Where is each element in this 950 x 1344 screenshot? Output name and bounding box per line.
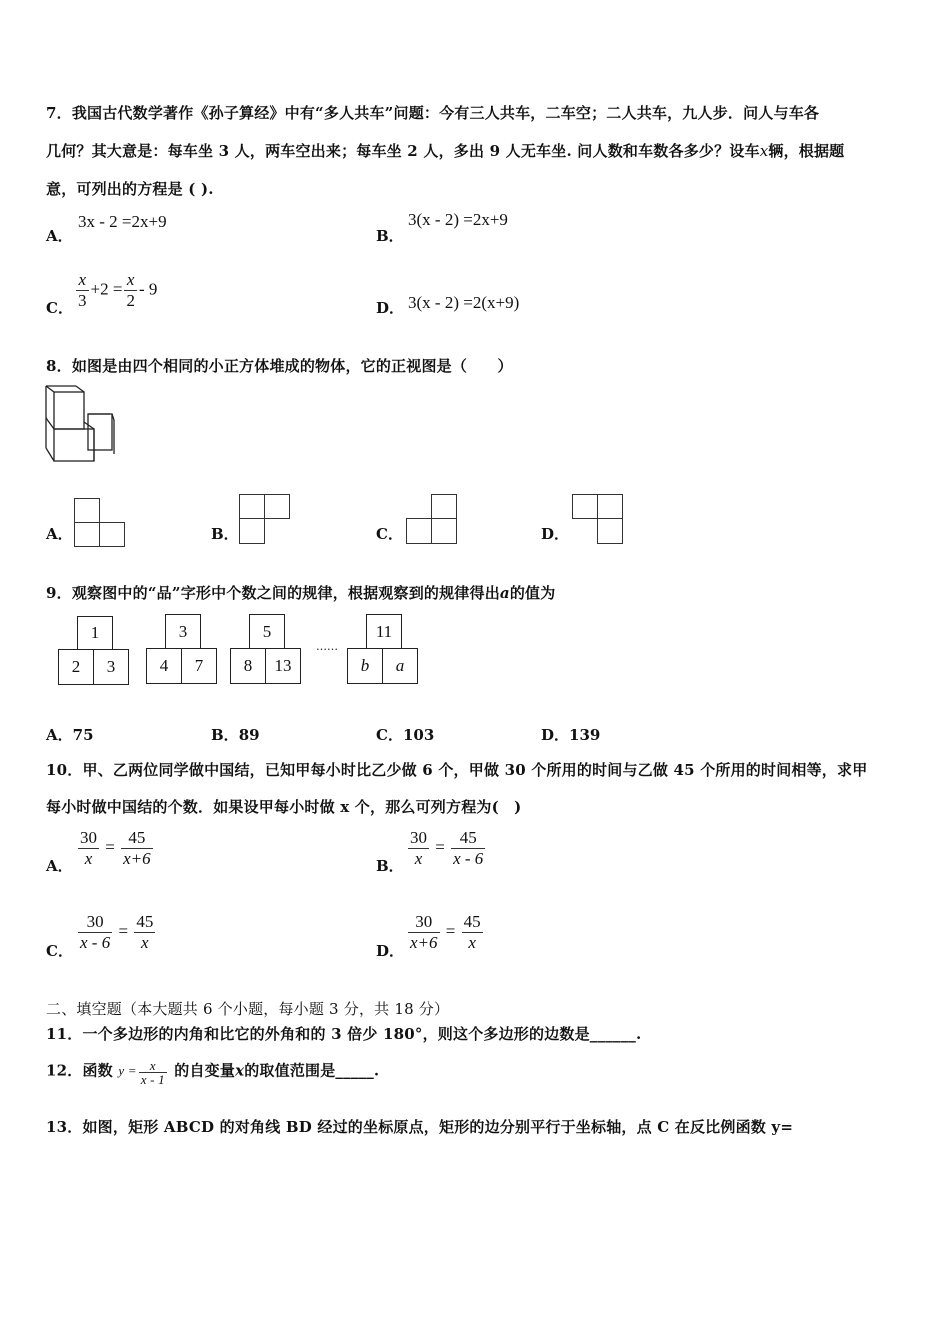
pin-right-box: 7 — [181, 648, 217, 684]
q7-line2 — [46, 140, 844, 161]
q10-option-d-label: D． — [376, 942, 405, 960]
q8-option-b-label: B． — [211, 525, 239, 543]
option-label: B． — [211, 726, 239, 744]
q8-option-a-label: A． — [46, 525, 73, 543]
q12-var: x — [235, 1061, 245, 1080]
section-heading: 二、填空题（本大题共 6 个小题，每小题 3 分，共 18 分） — [46, 1000, 450, 1018]
frac-num: x — [149, 1058, 156, 1073]
q7-option-b-expr: 3(x - 2) =2x+9 — [408, 210, 508, 229]
q8-option-c-label: C． — [376, 525, 403, 543]
view-b-cell — [264, 494, 290, 519]
expr-mid: +2 = — [90, 279, 123, 299]
q7-line2-b: 辆，根据题 — [768, 142, 845, 160]
q12-formula — [118, 1058, 169, 1087]
equals-sign: = — [105, 837, 115, 857]
q7-option-a-expr: 3x - 2 =2x+9 — [78, 212, 167, 231]
q7-line1: 7．我国古代数学著作《孙子算经》中有“多人共车”问题：今有三人共车，二车空；二人共车，九人步．问人与车各 — [46, 104, 820, 122]
pin-top-box: 11 — [366, 614, 402, 649]
frac-den: x+6 — [410, 933, 438, 952]
q9-option-c — [376, 724, 434, 745]
pin-ellipsis: …… — [316, 640, 338, 653]
cube-stack-figure — [44, 384, 118, 464]
option-label: C． — [376, 726, 403, 744]
option-value: 139 — [569, 726, 601, 744]
q12-text-b: 的自变量 — [174, 1061, 236, 1080]
q7-option-c-expr — [74, 270, 157, 311]
view-a-cell — [99, 522, 125, 547]
frac-num: 30 — [415, 912, 433, 931]
frac-den: x — [462, 932, 483, 953]
equals-sign: = — [435, 837, 445, 857]
frac-num: 45 — [463, 912, 481, 931]
option-label: D． — [541, 726, 570, 744]
q8-option-d-label: D． — [541, 525, 570, 543]
frac-den: 2 — [126, 291, 135, 310]
q9-option-b — [211, 724, 260, 745]
frac-num: 30 — [410, 828, 427, 847]
q12-text-a: 12．函数 — [46, 1061, 113, 1080]
q7-line3: 意，可列出的方程是 ( ). — [46, 180, 214, 198]
q9-text-b: 的值为 — [509, 584, 556, 602]
frac-num: 45 — [128, 828, 146, 847]
frac-num: x — [126, 270, 135, 289]
pin-right-box: a — [382, 648, 418, 684]
pin-top-box: 1 — [77, 616, 113, 650]
pin-left-box: b — [347, 648, 383, 684]
q8-text: 8．如图是由四个相同的小正方体堆成的物体，它的正视图是（ ） — [46, 357, 513, 375]
q7-var: x — [759, 142, 769, 160]
q7-option-d-label: D． — [376, 299, 405, 317]
frac-num: 30 — [86, 912, 104, 931]
pin-right-box: 3 — [93, 649, 129, 685]
view-d-cell — [572, 494, 598, 519]
q12-text — [46, 1059, 379, 1086]
q9-var: a — [499, 584, 510, 602]
frac-den: x - 6 — [453, 849, 484, 868]
q10-line1: 10．甲、乙两位同学做中国结，已知甲每小时比乙少做 6 个，甲做 30 个所用的时间与乙做 45 个所用的时间相等，求甲 — [46, 761, 868, 779]
q10-option-b-label: B． — [376, 857, 404, 875]
view-c-cell — [431, 494, 457, 519]
view-c-cell — [431, 518, 457, 544]
q7-line2-a: 几何？其大意是：每车坐 3 人，两车空出来；每车坐 2 人，多出 9 人无车坐. 问人数和车数各多少？设车 — [46, 142, 760, 160]
q10-line2: 每小时做中国结的个数．如果设甲每小时做 x 个，那么可列方程为( ) — [46, 798, 522, 816]
frac-den: x+6 — [123, 849, 151, 868]
q7-option-b-label: B． — [376, 227, 404, 245]
view-c-cell — [406, 518, 432, 544]
frac-den: 3 — [78, 291, 87, 310]
frac-num: 30 — [80, 828, 97, 847]
pin-top-box: 3 — [165, 614, 201, 649]
q9-option-a — [46, 724, 94, 745]
frac-den: x - 6 — [80, 933, 111, 952]
q11-text: 11．一个多边形的内角和比它的外角和的 3 倍少 180°，则这个多边形的边数是______. — [46, 1025, 642, 1043]
q9-option-d — [541, 724, 600, 745]
view-a-cell — [74, 522, 100, 547]
equals-sign: = — [118, 921, 129, 941]
view-b-cell — [239, 518, 265, 544]
frac-den: x - 1 — [140, 1072, 165, 1087]
frac-num: x — [78, 270, 87, 289]
frac-den: x — [408, 848, 429, 869]
q10-option-c-expr — [76, 912, 157, 953]
pin-right-box: 13 — [265, 648, 301, 684]
q13-text: 13．如图，矩形 ABCD 的对角线 BD 经过的坐标原点，矩形的边分别平行于坐标轴，点 C 在反比例函数 y= — [46, 1118, 794, 1136]
frac-num: 45 — [459, 828, 477, 847]
equals-sign: = — [445, 921, 456, 941]
view-d-cell — [597, 494, 623, 519]
option-value: 89 — [238, 726, 260, 744]
q7-option-d-expr: 3(x - 2) =2(x+9) — [408, 293, 520, 312]
pin-left-box: 2 — [58, 649, 94, 685]
pin-left-box: 8 — [230, 648, 266, 684]
view-a-cell — [74, 498, 100, 523]
q10-option-c-label: C． — [46, 942, 73, 960]
option-value: 103 — [402, 726, 435, 744]
q7-option-c-label: C． — [46, 299, 73, 317]
q9-text — [46, 582, 555, 603]
view-b-cell — [239, 494, 265, 519]
q10-option-a-expr — [76, 828, 155, 869]
frac-num: 45 — [136, 912, 154, 931]
expr-tail: - 9 — [138, 279, 158, 299]
view-d-cell — [597, 518, 623, 544]
q12-text-c: 的取值范围是_____. — [244, 1061, 380, 1080]
pin-left-box: 4 — [146, 648, 182, 684]
q10-option-d-expr — [406, 912, 485, 953]
q7-option-a-label: A． — [46, 227, 73, 245]
q10-option-b-expr — [406, 828, 487, 869]
option-value: 75 — [72, 726, 94, 744]
frac-den: x — [78, 848, 99, 869]
formula-lhs: y = — [118, 1063, 137, 1079]
option-label: A． — [46, 726, 73, 744]
q9-text-a: 9．观察图中的“品”字形中个数之间的规律，根据观察到的规律得出 — [46, 584, 500, 602]
frac-den: x — [134, 932, 155, 953]
pin-top-box: 5 — [249, 614, 285, 649]
q10-option-a-label: A． — [46, 857, 73, 875]
